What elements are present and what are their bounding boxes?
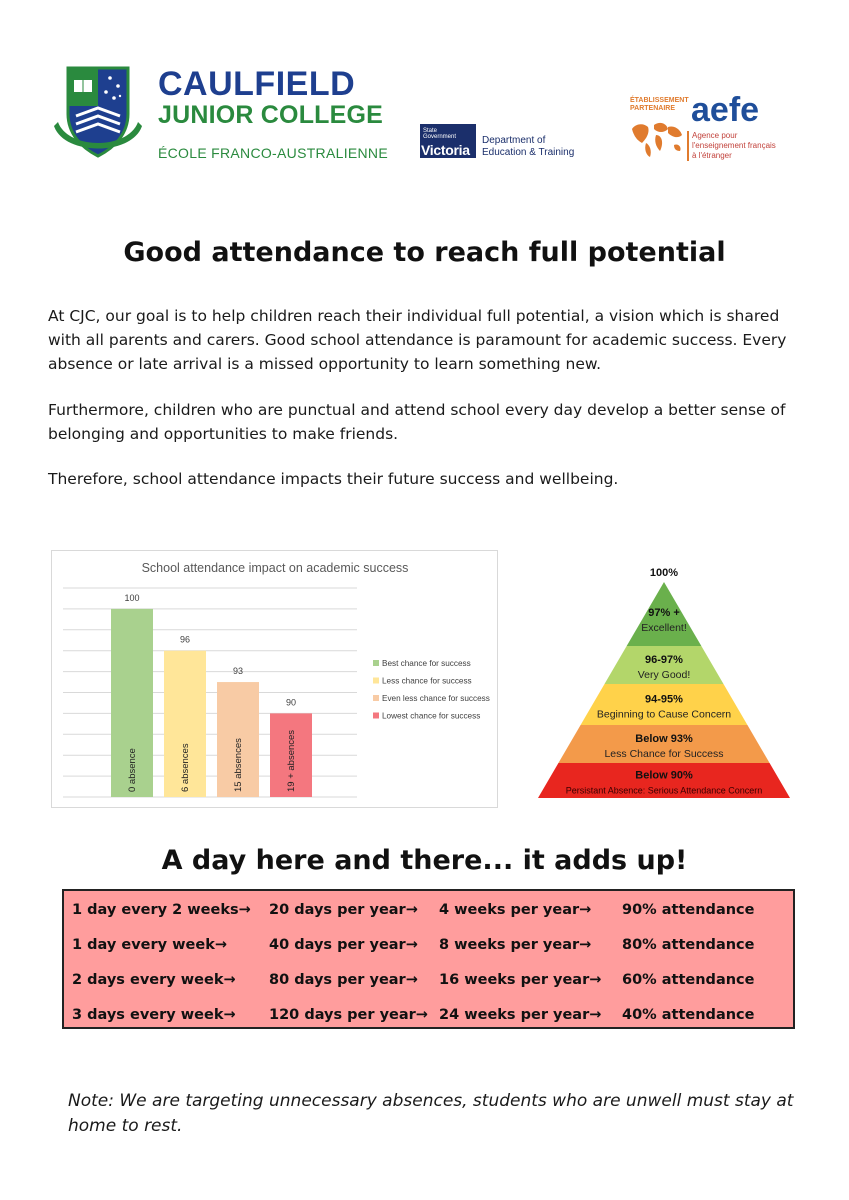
aefe-subtitle: Agence pour l'enseignement français à l'étranger — [692, 131, 776, 160]
chart-title: School attendance impact on academic success — [141, 561, 409, 575]
legend-label: Lowest chance for success — [382, 711, 481, 721]
pyramid-level-label: Persistant Absence: Serious Attendance Concern — [565, 785, 763, 796]
bar-category-label: 0 absence — [127, 748, 138, 792]
page-title: Good attendance to reach full potential — [123, 237, 726, 268]
pyramid-top-label: 100% — [649, 567, 679, 579]
pyramid-level-label: Less Chance for Success — [604, 748, 724, 760]
table-cell: 40% attendance — [622, 1007, 755, 1023]
cjc-crest-logo — [54, 66, 142, 164]
vic-state-label: State Government — [423, 128, 457, 140]
legend-label: Even less chance for success — [382, 694, 490, 703]
vic-department-label: Department of Education & Training — [482, 135, 575, 158]
table-cell: 1 day every week→ — [72, 937, 227, 953]
pyramid-level-range: 94-95% — [645, 693, 683, 706]
pyramid-level-range: 97% + — [648, 607, 680, 619]
belonging-paragraph: Furthermore, children who are punctual and attend school every day develop a better sense of belonging and opportunities to make friends. — [48, 401, 786, 443]
attendance-bar-chart — [51, 550, 498, 808]
table-cell: 20 days per year→ — [269, 902, 418, 918]
pyramid-level-range: Below 93% — [635, 733, 693, 745]
pyramid-level-label: Very Good! — [637, 669, 691, 681]
note-text: Note: We are targeting unnecessary absences, students who are unwell must stay at home to rest. — [68, 1091, 794, 1136]
table-cell: 80 days per year→ — [269, 972, 418, 988]
conclusion-paragraph: Therefore, school attendance impacts their future success and wellbeing. — [48, 470, 619, 488]
bar-value-label: 96 — [179, 634, 191, 645]
table-row — [64, 965, 793, 995]
table-row — [64, 895, 793, 925]
table-cell: 80% attendance — [622, 937, 755, 953]
school-name-line1: CAULFIELD — [158, 65, 356, 103]
bar-category-label: 6 absences — [180, 743, 191, 792]
pyramid-level-range: 96-97% — [645, 654, 683, 666]
legend-swatch — [373, 713, 379, 719]
bar-category-label: 15 absences — [233, 738, 244, 792]
table-cell: 4 weeks per year→ — [439, 902, 592, 918]
bar-value-label: 90 — [285, 697, 297, 708]
table-cell: 8 weeks per year→ — [439, 937, 592, 953]
school-subtitle: ÉCOLE FRANCO-AUSTRALIENNE — [158, 145, 388, 161]
table-row — [64, 1000, 793, 1030]
school-name-line2: JUNIOR COLLEGE — [158, 101, 384, 129]
vic-victoria-label: Victoria — [421, 142, 470, 158]
table-row — [64, 930, 793, 960]
table-cell: 16 weeks per year→ — [439, 972, 602, 988]
pyramid-levels — [538, 582, 790, 798]
table-cell: 24 weeks per year→ — [439, 1007, 602, 1023]
attendance-pyramid — [535, 560, 793, 800]
section-title: A day here and there... it adds up! — [161, 845, 688, 876]
pyramid-level-range: Below 90% — [635, 769, 693, 782]
table-cell: 120 days per year→ — [269, 1007, 428, 1023]
table-cell: 2 days every week→ — [72, 972, 236, 988]
pyramid-level-label: Beginning to Cause Concern — [596, 708, 732, 721]
legend-label: Best chance for success — [382, 659, 471, 668]
table-cell: 1 day every 2 weeks→ — [72, 902, 251, 918]
table-cell: 3 days every week→ — [72, 1007, 236, 1023]
legend-swatch — [373, 678, 379, 684]
bar-value-label: 100 — [124, 592, 140, 603]
aefe-name: aefe — [691, 91, 760, 129]
intro-paragraph: At CJC, our goal is to help children reach their individual full potential, a vision which is shared with all parents and carers. Good school attendance is paramount for academic success. Every absence or late arrival is a missed opportunity to learn something new. — [48, 307, 787, 373]
pyramid-level-label: Excellent! — [641, 622, 687, 634]
legend-label: Less chance for success — [382, 676, 472, 686]
legend-swatch — [373, 695, 379, 701]
aefe-tagline: ÉTABLISSEMENT PARTENAIRE — [630, 97, 689, 112]
table-cell: 90% attendance — [622, 902, 755, 918]
bar-category-label: 19 + absences — [286, 729, 297, 792]
days-table — [62, 889, 795, 1029]
bar-value-label: 93 — [232, 666, 244, 677]
world-map-icon — [628, 105, 684, 160]
table-cell: 60% attendance — [622, 972, 755, 988]
aefe-divider — [687, 131, 689, 161]
legend-swatch — [373, 660, 379, 666]
table-cell: 40 days per year→ — [269, 937, 418, 953]
